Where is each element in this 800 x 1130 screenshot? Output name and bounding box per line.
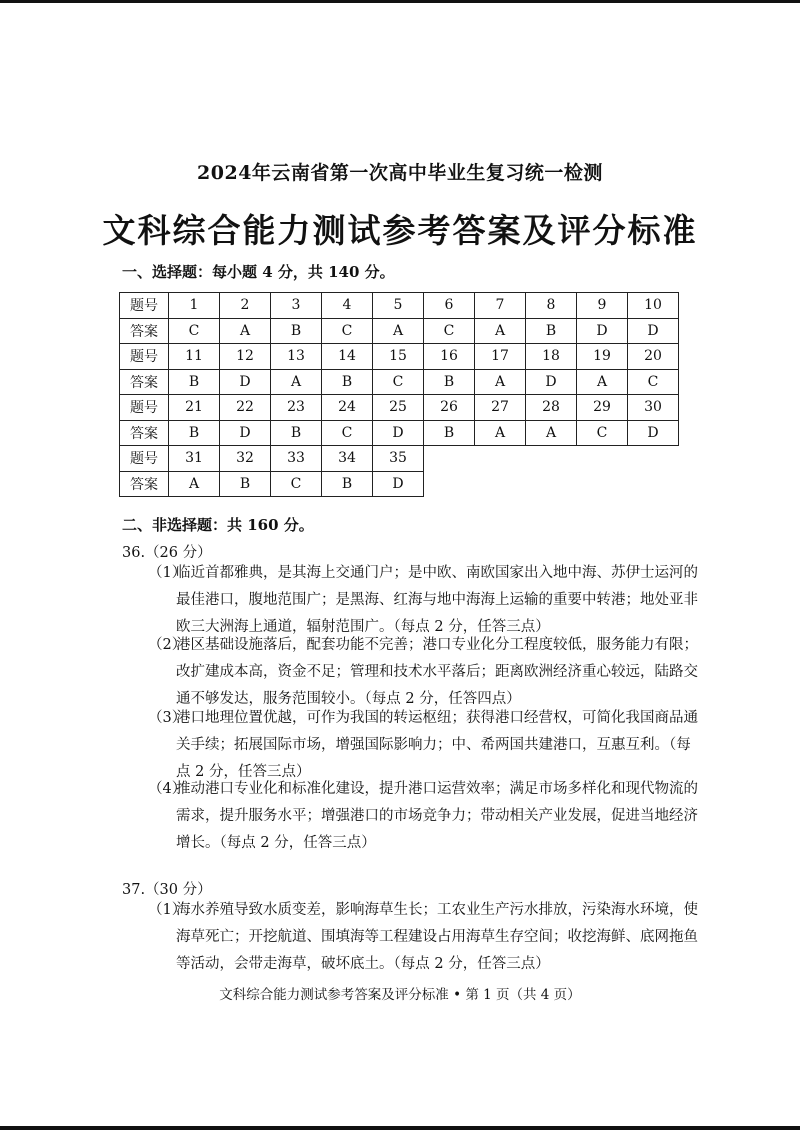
- part-text: [176, 632, 698, 713]
- question-number-cell: 29: [577, 395, 628, 421]
- question-number-cell: 15: [373, 344, 424, 370]
- text-line: 等活动，会带走海草，破坏底土。（每点 2 分，任答三点）: [176, 956, 550, 972]
- question-number-label: 题号: [120, 293, 169, 319]
- part-number: （1）: [148, 565, 187, 581]
- question-number-cell: 2: [220, 293, 271, 319]
- text-line: 海水养殖导致水质变差，影响海草生长；工农业生产污水排放，污染海水环境，使: [176, 902, 698, 918]
- question-number-cell: 18: [526, 344, 577, 370]
- part-number: （4）: [148, 781, 187, 797]
- answer-cell: A: [475, 318, 526, 344]
- text-line: 临近首都雅典，是其海上交通门户；是中欧、南欧国家出入地中海、苏伊士运河的: [176, 565, 698, 581]
- text-line: 推动港口专业化和标准化建设，提升港口运营效率；满足市场多样化和现代物流的: [176, 781, 698, 797]
- answer-cell: D: [628, 318, 679, 344]
- text-line: 最佳港口，腹地范围广；是黑海、红海与地中海海上运输的重要中转港；地处亚非: [176, 592, 698, 608]
- question-number-cell: 14: [322, 344, 373, 370]
- answer-cell: C: [373, 369, 424, 395]
- question-number-cell: 24: [322, 395, 373, 421]
- answer-cell: D: [526, 369, 577, 395]
- question-number-row: [120, 446, 679, 472]
- question-number-cell: 9: [577, 293, 628, 319]
- answer-cell: C: [169, 318, 220, 344]
- question-number-cell: 11: [169, 344, 220, 370]
- part-number: （3）: [148, 710, 187, 726]
- answer-cell: C: [271, 471, 322, 497]
- exam-subtitle: 2024年云南省第一次高中毕业生复习统一检测: [197, 162, 603, 184]
- question-number-cell: 35: [373, 446, 424, 472]
- question-37-header: 37.（30 分）: [122, 882, 212, 898]
- question-number-label: 题号: [120, 395, 169, 421]
- answer-cell: C: [322, 318, 373, 344]
- question-37-part-1: [148, 897, 698, 978]
- section2-heading: 二、非选择题：共 160 分。: [122, 516, 314, 534]
- empty-cell: [424, 471, 475, 497]
- text-line: 改扩建成本高，资金不足；管理和技术水平落后；距离欧洲经济重心较远，陆路交: [176, 664, 698, 680]
- question-36-part-2: [148, 632, 698, 713]
- text-line: 关手续；拓展国际市场，增强国际影响力；中、希两国共建港口，互惠互利。（每: [176, 737, 691, 753]
- question-number-cell: 8: [526, 293, 577, 319]
- answer-cell: B: [169, 369, 220, 395]
- question-number-cell: 23: [271, 395, 322, 421]
- answer-table: [119, 292, 679, 497]
- answer-cell: C: [322, 420, 373, 446]
- question-number-cell: 27: [475, 395, 526, 421]
- answer-label: 答案: [120, 369, 169, 395]
- question-number-cell: 19: [577, 344, 628, 370]
- empty-cell: [628, 471, 679, 497]
- empty-cell: [475, 446, 526, 472]
- answer-label: 答案: [120, 318, 169, 344]
- question-number-cell: 7: [475, 293, 526, 319]
- question-number-cell: 17: [475, 344, 526, 370]
- question-number-cell: 4: [322, 293, 373, 319]
- text-line: 港区基础设施落后，配套功能不完善；港口专业化分工程度较低，服务能力有限；: [176, 637, 698, 653]
- empty-cell: [577, 471, 628, 497]
- answer-cell: A: [169, 471, 220, 497]
- question-number-cell: 6: [424, 293, 475, 319]
- question-number-cell: 30: [628, 395, 679, 421]
- empty-cell: [424, 446, 475, 472]
- question-number-cell: 28: [526, 395, 577, 421]
- answer-row: [120, 369, 679, 395]
- question-number-cell: 20: [628, 344, 679, 370]
- text-line: 需求，提升服务水平；增强港口的市场竞争力；带动相关产业发展，促进当地经济: [176, 808, 698, 824]
- question-number-row: [120, 293, 679, 319]
- top-border-line: [0, 0, 800, 3]
- answer-cell: A: [475, 369, 526, 395]
- answer-cell: A: [577, 369, 628, 395]
- question-number-cell: 3: [271, 293, 322, 319]
- answer-cell: D: [220, 420, 271, 446]
- question-number-cell: 1: [169, 293, 220, 319]
- answer-cell: B: [424, 420, 475, 446]
- answer-cell: A: [373, 318, 424, 344]
- page-footer: 文科综合能力测试参考答案及评分标准 • 第 1 页（共 4 页）: [219, 987, 581, 1003]
- question-number-cell: 32: [220, 446, 271, 472]
- question-number-cell: 26: [424, 395, 475, 421]
- part-text: [176, 897, 698, 978]
- answer-cell: B: [220, 471, 271, 497]
- answer-cell: A: [271, 369, 322, 395]
- part-text: [176, 776, 698, 857]
- answer-cell: A: [475, 420, 526, 446]
- question-number-row: [120, 344, 679, 370]
- answer-cell: B: [526, 318, 577, 344]
- answer-label: 答案: [120, 420, 169, 446]
- question-number-cell: 16: [424, 344, 475, 370]
- question-number-row: [120, 395, 679, 421]
- question-number-cell: 31: [169, 446, 220, 472]
- question-number-cell: 12: [220, 344, 271, 370]
- empty-cell: [526, 471, 577, 497]
- question-number-cell: 25: [373, 395, 424, 421]
- answer-cell: B: [424, 369, 475, 395]
- question-36-header: 36.（26 分）: [122, 545, 212, 561]
- text-line: 增长。（每点 2 分，任答三点）: [176, 835, 376, 851]
- answer-cell: D: [577, 318, 628, 344]
- bottom-border-line: [0, 1126, 800, 1130]
- answer-cell: B: [322, 471, 373, 497]
- section1-heading: 一、选择题：每小题 4 分，共 140 分。: [122, 263, 395, 281]
- answer-cell: A: [220, 318, 271, 344]
- part-text: [176, 705, 698, 786]
- answer-cell: D: [628, 420, 679, 446]
- answer-row: [120, 471, 679, 497]
- question-number-cell: 34: [322, 446, 373, 472]
- answer-cell: C: [577, 420, 628, 446]
- question-number-cell: 13: [271, 344, 322, 370]
- empty-cell: [475, 471, 526, 497]
- answer-label: 答案: [120, 471, 169, 497]
- answer-cell: C: [424, 318, 475, 344]
- text-line: 欧三大洲海上通道，辐射范围广。（每点 2 分，任答三点）: [176, 619, 550, 635]
- question-number-cell: 21: [169, 395, 220, 421]
- answer-cell: B: [169, 420, 220, 446]
- empty-cell: [628, 446, 679, 472]
- answer-cell: B: [271, 420, 322, 446]
- text-line: 港口地理位置优越，可作为我国的转运枢纽；获得港口经营权，可简化我国商品通: [176, 710, 698, 726]
- document-title: 文科综合能力测试参考答案及评分标准: [102, 211, 698, 250]
- answer-cell: B: [322, 369, 373, 395]
- text-line: 点 2 分，任答三点）: [176, 764, 311, 780]
- part-number: （1）: [148, 902, 187, 918]
- part-number: （2）: [148, 637, 187, 653]
- text-line: 通不够发达，服务范围较小。（每点 2 分，任答四点）: [176, 691, 521, 707]
- answer-cell: C: [628, 369, 679, 395]
- question-36-part-3: [148, 705, 698, 786]
- answer-row: [120, 318, 679, 344]
- part-text: [176, 560, 698, 641]
- answer-cell: D: [373, 420, 424, 446]
- empty-cell: [526, 446, 577, 472]
- question-number-cell: 10: [628, 293, 679, 319]
- question-36-part-4: [148, 776, 698, 857]
- answer-cell: D: [373, 471, 424, 497]
- question-number-cell: 33: [271, 446, 322, 472]
- empty-cell: [577, 446, 628, 472]
- question-number-cell: 5: [373, 293, 424, 319]
- question-number-cell: 22: [220, 395, 271, 421]
- answer-cell: D: [220, 369, 271, 395]
- question-number-label: 题号: [120, 344, 169, 370]
- answer-row: [120, 420, 679, 446]
- answer-cell: B: [271, 318, 322, 344]
- question-36-part-1: [148, 560, 698, 641]
- text-line: 海草死亡；开挖航道、围填海等工程建设占用海草生存空间；收挖海鲜、底网拖鱼: [176, 929, 698, 945]
- answer-cell: A: [526, 420, 577, 446]
- question-number-label: 题号: [120, 446, 169, 472]
